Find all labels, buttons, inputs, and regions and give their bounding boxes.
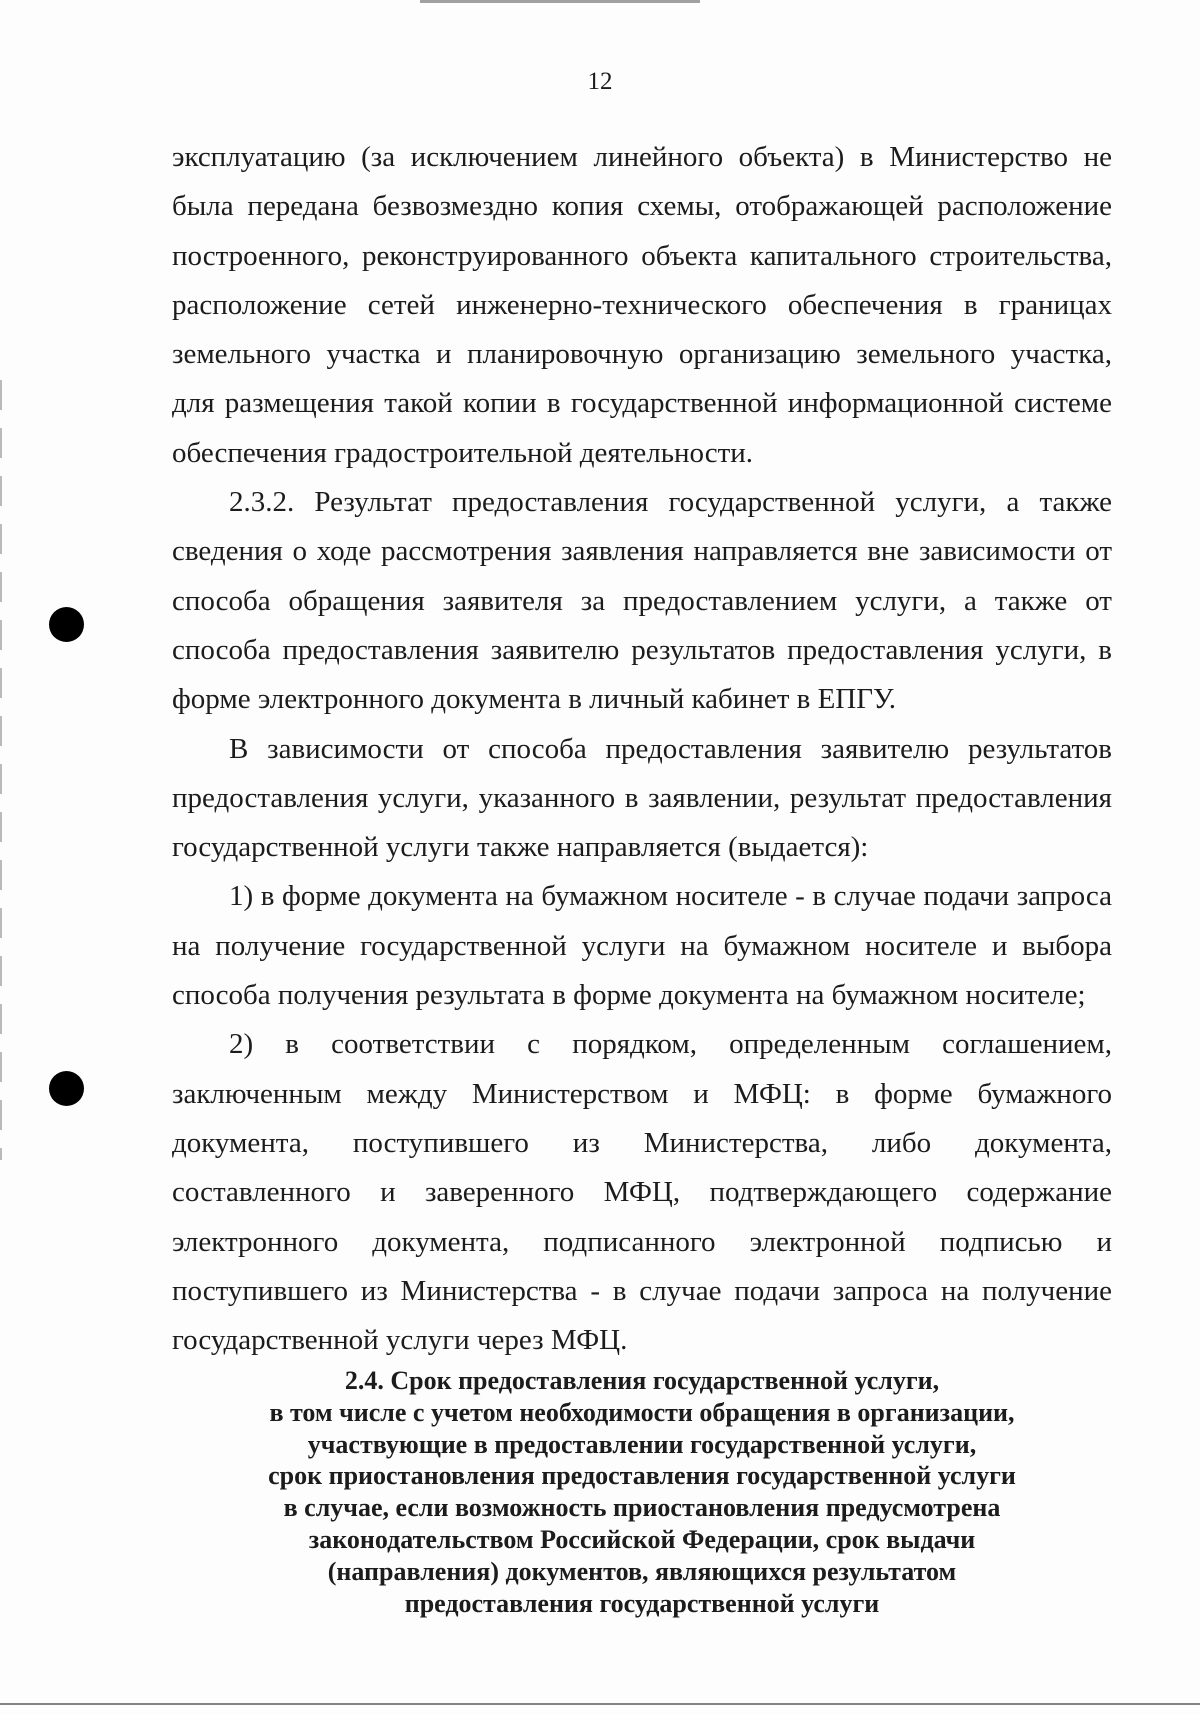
heading-line: в случае, если возможность приостановления предусмотрена: [283, 1493, 1001, 1523]
heading-line: законодательством Российской Федерации, срок выдачи: [308, 1524, 976, 1554]
paragraph-continuation: эксплуатацию (за исключением линейного объекта) в Министерство не была передана безвозмездно копия схемы, отображающей расположение построенного, реконструированного объекта капитального строительства, расположение сетей инженерно-технического обеспечения в границах земельного участка и планировочную организацию земельного участка, для размещения такой копии в государственной информационной системе обеспечения градостроительной деятельности.: [172, 141, 1112, 469]
section-heading-2-4: [172, 1365, 1112, 1619]
heading-line: (направления) документов, являющихся результатом: [327, 1556, 957, 1586]
punch-hole-bottom: [49, 1071, 84, 1106]
page-number: 12: [587, 68, 613, 95]
heading-line: 2.4. Срок предоставления государственной услуги,: [344, 1366, 940, 1395]
punch-hole-top: [49, 607, 84, 642]
paragraph-2-3-2: 2.3.2. Результат предоставления государственной услуги, а также сведения о ходе рассмотрения заявления направляется вне зависимости от способа обращения заявителя за предоставлением услуги, а также от способа предоставления заявителю результатов предоставления услуги, в форме электронного документа в личный кабинет в ЕПГУ.: [172, 486, 1112, 716]
list-item-2: 2) в соответствии с порядком, определенным соглашением, заключенным между Министерством и МФЦ: в форме бумажного документа, поступившего из Министерства, либо документа, составленного и заверенного МФЦ, подтверждающего содержание электронного документа, подписанного электронной подписью и поступившего из Министерства - в случае подачи запроса на получение государственной услуги через МФЦ.: [172, 1028, 1112, 1357]
paragraph-result-delivery: В зависимости от способа предоставления заявителю результатов предоставления услуги, указанного в заявлении, результат предоставления государственной услуги также направляется (выдается):: [172, 732, 1112, 864]
body-text: [172, 133, 1112, 1365]
heading-line: предоставления государственной услуги: [404, 1588, 880, 1618]
heading-line: участвующие в предоставлении государственной услуги,: [307, 1429, 977, 1459]
heading-line: в том числе с учетом необходимости обращения в организации,: [269, 1397, 1015, 1427]
heading-line: срок приостановления предоставления государственной услуги: [268, 1461, 1016, 1491]
list-item-1: 1) в форме документа на бумажном носителе - в случае подачи запроса на получение государственной услуги на бумажном носителе и выбора способа получения результата в форме документа на бумажном носителе;: [172, 880, 1112, 1012]
scan-artifact-bottom-line: [0, 1703, 1200, 1705]
scan-artifact-top-line: [420, 0, 700, 3]
scan-artifact-left-edge: [0, 380, 2, 1160]
